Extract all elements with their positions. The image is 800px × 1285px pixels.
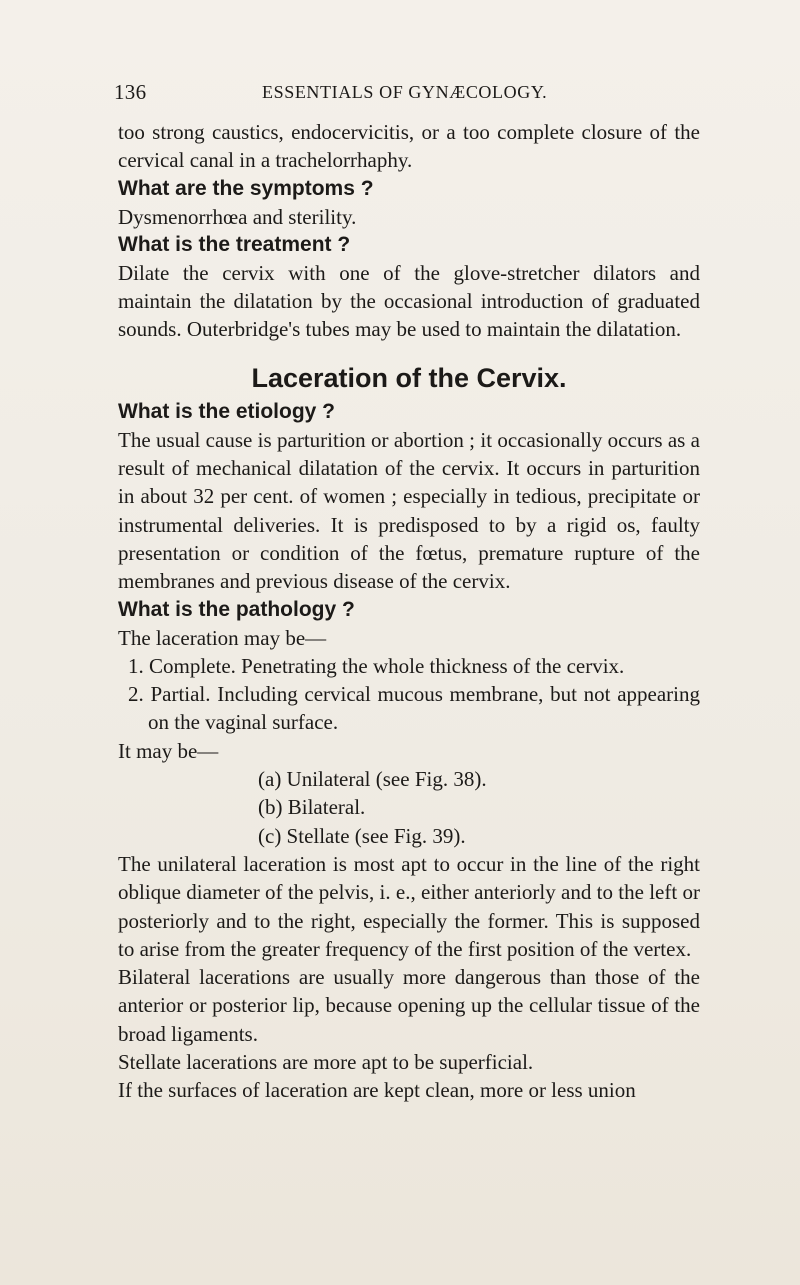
answer-etiology: The usual cause is parturition or abortion ; it occasionally occurs as a result of mechanical dilatation of the cervix. It occurs in parturition in about 32 per cent. of women ; especially in tedious, precipitate or instrumental deliveries. It is predisposed to by a rigid os, faulty presentation or condition of the fœtus, premature rupture of the membranes and previous disease of the cervix. — [118, 427, 700, 594]
question-symptoms: What are the symptoms ? — [118, 176, 374, 200]
question-treatment: What is the treatment ? — [118, 232, 351, 256]
pathology-list-item: 2. Partial. Including cervical mucous membrane, but not appearing on the vaginal surface. — [128, 682, 700, 735]
answer-pathology-intro: The laceration may be— — [118, 625, 327, 650]
page-number: 136 — [114, 80, 147, 104]
running-head — [114, 80, 694, 110]
bilateral-paragraph: Bilateral lacerations are usually more dangerous than those of the anterior or posterior lip, because opening up the cellular tissue of the broad ligaments. — [118, 965, 700, 1046]
laceration-type-item: (b) Bilateral. — [258, 795, 366, 820]
section-title: Laceration of the Cervix. — [251, 362, 567, 393]
final-paragraph: If the surfaces of laceration are kept clean, more or less union — [118, 1078, 636, 1103]
answer-treatment: Dilate the cervix with one of the glove-stretcher dilators and maintain the dilatation by the occasional introduction of graduated sounds. Outerbridge's tubes may be used to maintain the dilatation. — [118, 260, 700, 342]
answer-symptoms: Dysmenorrhœa and sterility. — [118, 204, 357, 229]
running-title: ESSENTIALS OF GYNÆCOLOGY. — [262, 82, 548, 102]
stellate-paragraph: Stellate lacerations are more apt to be superficial. — [118, 1050, 534, 1075]
page-content — [118, 118, 700, 1105]
may-be-line: It may be— — [118, 738, 219, 763]
question-pathology: What is the pathology ? — [118, 597, 355, 621]
question-etiology: What is the etiology ? — [118, 399, 336, 423]
pathology-list-item: 1. Complete. Penetrating the whole thickness of the cervix. — [128, 653, 625, 678]
laceration-type-item: (c) Stellate (see Fig. 39). — [258, 823, 466, 848]
intro-paragraph: too strong caustics, endocervicitis, or a too complete closure of the cervical canal in a trachelorrhaphy. — [118, 120, 700, 173]
unilateral-paragraph: The unilateral laceration is most apt to occur in the line of the right oblique diameter of the pelvis, i. e., either anteriorly and to the left or posteriorly and to the right, especially the former. This is supposed to arise from the greater frequency of the first position of the vertex. — [118, 851, 700, 961]
laceration-type-item: (a) Unilateral (see Fig. 38). — [258, 767, 487, 792]
